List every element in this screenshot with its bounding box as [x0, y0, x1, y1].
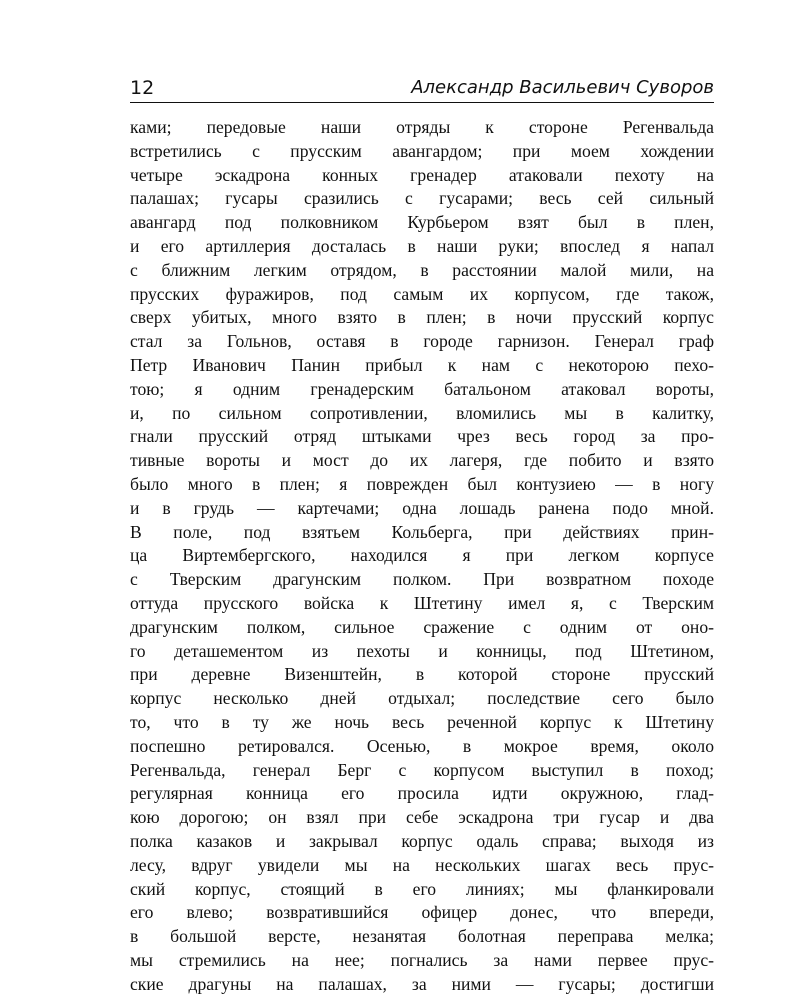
text-line: в большой версте, незанятая болотная переправа мелка; [130, 926, 714, 947]
running-title: Александр Васильевич Суворов [411, 77, 714, 98]
text-line: ками; передовые наши отряды к стороне Регенвальда [130, 117, 714, 137]
text-line: четыре эскадрона конных гренадер атаковали пехоту на [130, 164, 714, 185]
text-line: ский корпус, стоящий в его линиях; мы фланкировали [130, 878, 714, 899]
text-line: палашах; гусары сразились с гусарами; весь сей сильный [130, 188, 714, 209]
text-line: корпус несколько дней отдыхал; последствие сего было [130, 688, 714, 709]
text-line: то, что в ту же ночь весь реченной корпус к Штетину [130, 711, 714, 732]
text-line: при деревне Визенштейн, в которой стороне прусский [130, 664, 714, 685]
text-line: мы стремились на нее; погнались за нами первее прус- [130, 949, 714, 970]
text-line: авангард под полковником Курбьером взят был в плен, [130, 212, 714, 233]
text-line: полка казаков и закрывал корпус одаль справа; выходя из [130, 830, 714, 851]
text-line: поспешно ретировался. Осенью, в мокрое время, около [130, 735, 714, 756]
text-line: и, по сильном сопротивлении, вломились мы в калитку, [130, 402, 714, 423]
text-line: прусских фуражиров, под самым их корпусом, где також, [130, 283, 714, 304]
text-line: было много в плен; я поврежден был контузиею — в ногу [130, 473, 714, 494]
text-line: тою; я одним гренадерским батальоном атаковал вороты, [130, 378, 714, 399]
text-line: драгунским полком, сильное сражение с одним от оно- [130, 616, 714, 637]
text-line: и его артиллерия досталась в наши руки; впослед я напал [130, 235, 714, 256]
text-line: его влево; возвратившийся офицер донес, что впереди, [130, 902, 714, 923]
text-line: и в грудь — картечами; одна лошадь ранена подо мной. [130, 497, 714, 518]
text-line: кою дорогою; он взял при себе эскадрона три гусар и два [130, 807, 714, 828]
text-line: гнали прусский отряд штыками чрез весь город за про- [130, 426, 714, 447]
text-line: встретились с прусским авангардом; при моем хождении [130, 140, 714, 161]
text-line: тивные вороты и мост до их лагеря, где побито и взято [130, 450, 714, 471]
page-header [130, 76, 714, 103]
page-number: 12 [130, 77, 155, 99]
text-line: ские драгуны на палашах, за ними — гусары; достигши [130, 973, 714, 994]
text-line: ца Виртембергского, находился я при легком корпусе [130, 545, 714, 566]
text-line: стал за Гольнов, оставя в городе гарнизон. Генерал граф [130, 331, 714, 352]
text-line: В поле, под взятьем Кольберга, при действиях прин- [130, 521, 714, 542]
text-line: с ближним легким отрядом, в расстоянии малой мили, на [130, 259, 714, 280]
text-line: регулярная конница его просила идти окружною, глад- [130, 783, 714, 804]
text-line: го деташементом из пехоты и конницы, под Штетином, [130, 640, 714, 661]
text-line: сверх убитых, много взято в плен; в ночи прусский корпус [130, 307, 714, 328]
text-line: оттуда прусского войска к Штетину имел я, с Тверским [130, 592, 714, 613]
page-body-text [130, 116, 714, 996]
text-line: с Тверским драгунским полком. При возвратном походе [130, 569, 714, 590]
text-line: Петр Иванович Панин прибыл к нам с некоторою пехо- [130, 354, 714, 375]
text-line: лесу, вдруг увидели мы на нескольких шагах весь прус- [130, 854, 714, 875]
text-line: Регенвальда, генерал Берг с корпусом выступил в поход; [130, 759, 714, 780]
